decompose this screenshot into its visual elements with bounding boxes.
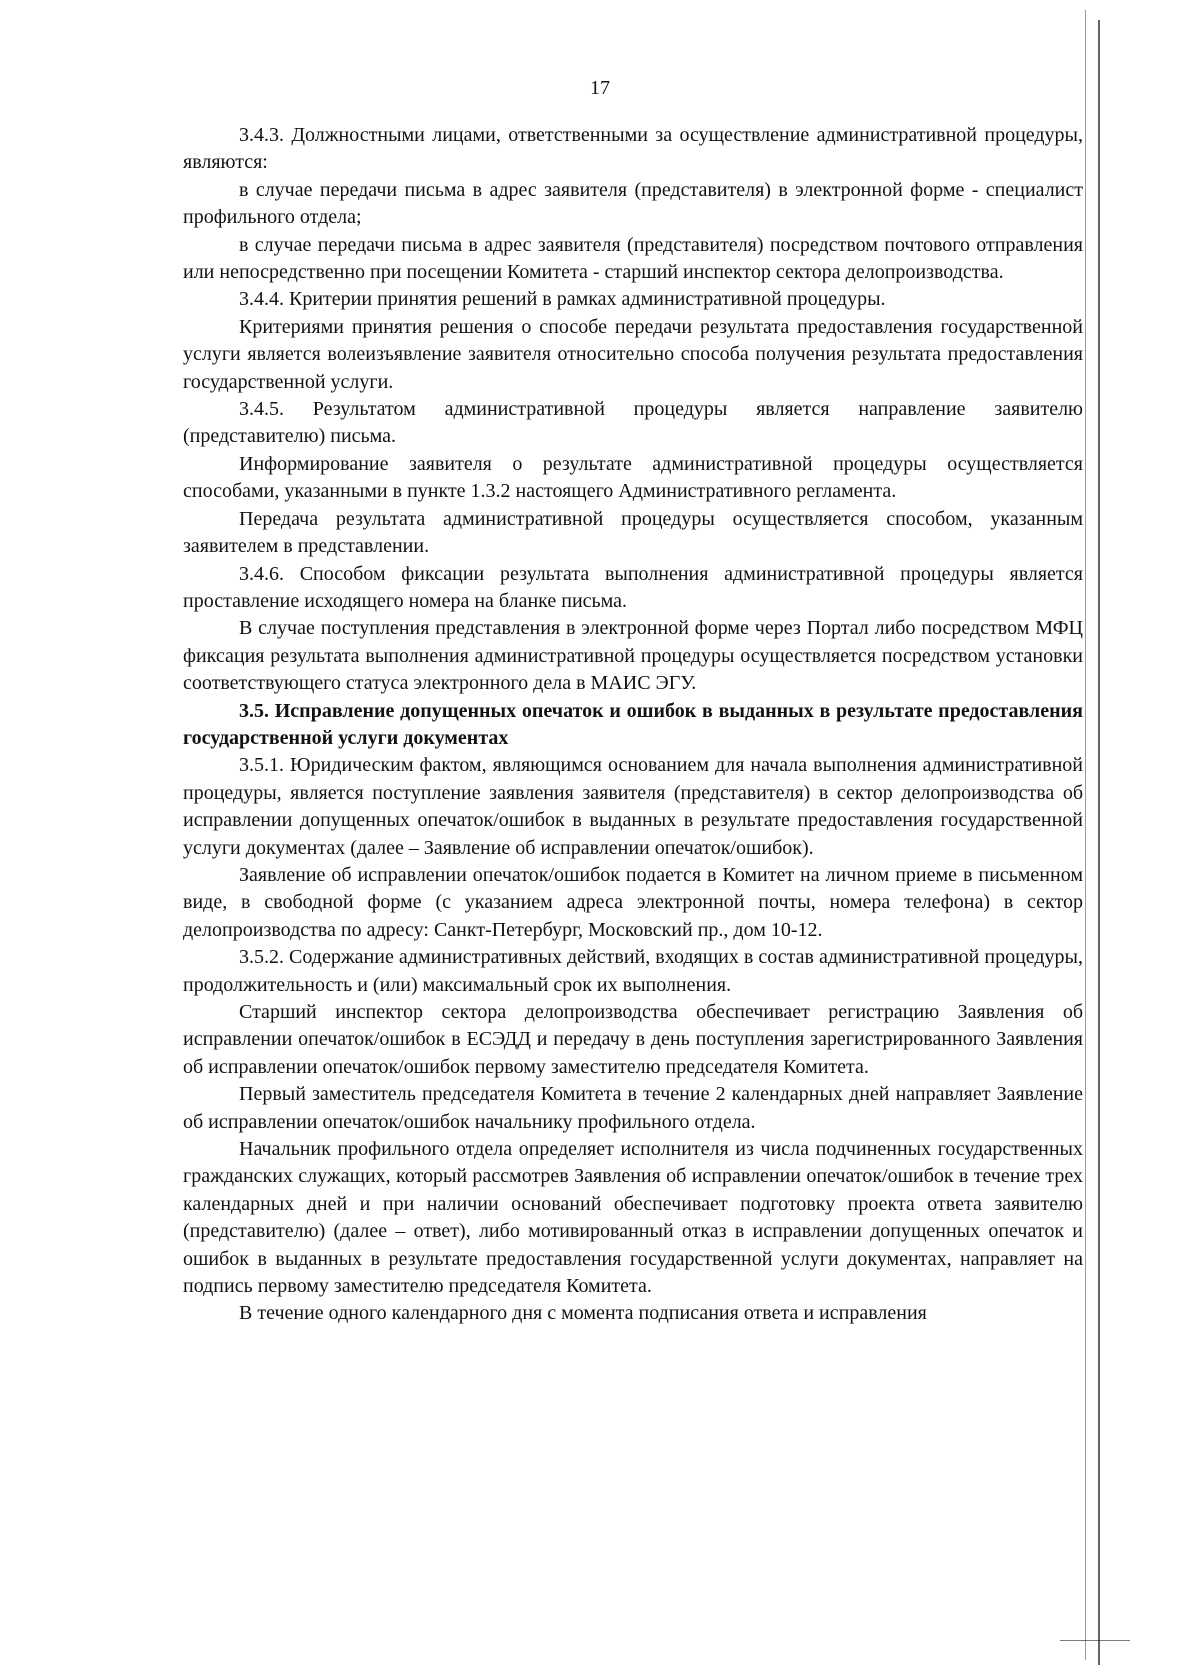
paragraph-3-5-2: 3.5.2. Содержание административных действий, входящих в состав административной процедуры, продолжительность и (или) максимальный срок их выполнения.: [183, 946, 1083, 996]
document-body: [183, 122, 1083, 1328]
paragraph: Передача результата административной процедуры осуществляется способом, указанным заявителем в представлении.: [183, 507, 1083, 558]
paragraph: Первый заместитель председателя Комитета в течение 2 календарных дней направляет Заявление об исправлении опечаток/ошибок начальнику профильного отдела.: [183, 1083, 1083, 1133]
scan-edge-line: [1085, 10, 1086, 1660]
paragraph: Начальник профильного отдела определяет исполнителя из числа подчиненных государственных гражданских служащих, который рассмотрев Заявления об исправлении опечаток/ошибок в течение трех календарных дней и при наличии оснований обеспечивает подготовку проекта ответа заявителю (представителю) (далее – ответ), либо мотивированный отказ в исправлении допущенных опечаток и ошибок в выданных в результате предоставления государственной услуги документах, направляет на подпись первому заместителю председателя Комитета.: [183, 1138, 1083, 1298]
paragraph: Информирование заявителя о результате административной процедуры осуществляется способами, указанными в пункте 1.3.2 настоящего Административного регламента.: [183, 452, 1083, 503]
section-heading-3-5: 3.5. Исправление допущенных опечаток и ошибок в выданных в результате предоставления государственной услуги документах: [183, 699, 1083, 749]
paragraph-3-4-4: 3.4.4. Критерии принятия решений в рамках административной процедуры.: [239, 288, 886, 311]
paragraph: Старший инспектор сектора делопроизводства обеспечивает регистрацию Заявления об исправлении опечаток/ошибок в ЕСЭДД и передачу в день поступления зарегистрированного Заявления об исправлении опечаток/ошибок первому заместителю председателя Комитета.: [183, 1001, 1083, 1078]
paragraph: Заявление об исправлении опечаток/ошибок подается в Комитет на личном приеме в письменном виде, в свободной форме (с указанием адреса электронной почты, номера телефона) в сектор делопроизводства по адресу: Санкт-Петербург, Московский пр., дом 10-12.: [183, 863, 1083, 941]
paragraph-3-4-3: 3.4.3. Должностными лицами, ответственными за осуществление административной процедуры, являются:: [183, 124, 1083, 174]
paragraph: в случае передачи письма в адрес заявителя (представителя) в электронной форме - специалист профильного отдела;: [183, 178, 1083, 229]
page-number: 17: [590, 77, 610, 99]
paragraph: В случае поступления представления в электронной форме через Портал либо посредством МФЦ фиксация результата выполнения административной процедуры осуществляется посредством установки соответствующего статуса электронного дела в МАИС ЭГУ.: [183, 617, 1083, 695]
paragraph: Критериями принятия решения о способе передачи результата предоставления государственной услуги является волеизъявление заявителя относительно способа получения результата предоставления государственной услуги.: [183, 315, 1083, 393]
scan-edge-line: [1098, 20, 1100, 1665]
paragraph: в случае передачи письма в адрес заявителя (представителя) посредством почтового отправления или непосредственно при посещении Комитета - старший инспектор сектора делопроизводства.: [183, 233, 1083, 284]
paragraph-3-5-1: 3.5.1. Юридическим фактом, являющимся основанием для начала выполнения административной процедуры, является поступление заявления заявителя (представителя) в сектор делопроизводства об исправлении допущенных опечаток/ошибок в выданных в результате предоставления государственной услуги документах (далее – Заявление об исправлении опечаток/ошибок).: [183, 754, 1083, 859]
scan-edge-line: [1060, 1640, 1130, 1641]
paragraph-3-4-5: 3.4.5. Результатом административной процедуры является направление заявителю (представителю) письма.: [183, 398, 1083, 448]
paragraph-3-4-6: 3.4.6. Способом фиксации результата выполнения административной процедуры является проставление исходящего номера на бланке письма.: [183, 562, 1083, 612]
paragraph: В течение одного календарного дня с момента подписания ответа и исправления: [239, 1302, 927, 1325]
